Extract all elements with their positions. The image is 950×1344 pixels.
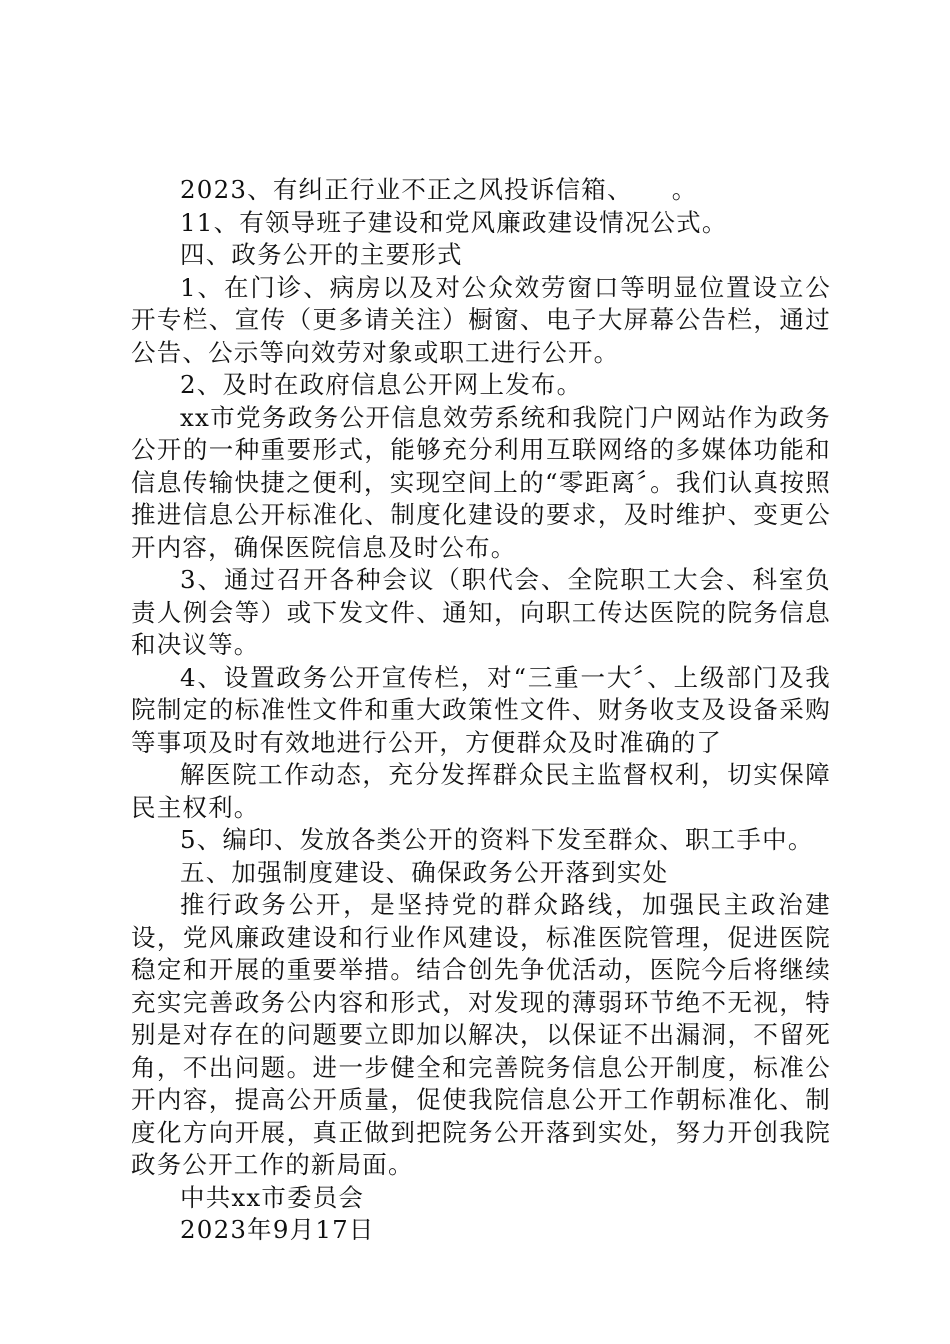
paragraph-item-4-continued: 解医院工作动态，充分发挥群众民主监督权利，切实保障民主权利。 [131,760,831,822]
paragraph-item-3: 3、通过召开各种会议（职代会、全院职工大会、科室负责人例会等）或下发文件、通知，向职工传达医院的院务信息和决议等。 [131,565,831,659]
section-heading-forms: 四、政务公开的主要形式 [180,240,463,269]
signature-date: 2023年9月17日 [180,1215,375,1244]
paragraph-online-system: xx市党务政务公开信息效劳系统和我院门户网站作为政务公开的一种重要形式，能够充分利用互联网络的多媒体功能和信息传输快捷之便利，实现空间上的“零距离〞。我们认真按照推进信息公开标准化、制度化建设的要求，及时维护、变更公开内容，确保医院信息及时公布。 [131,402,831,562]
document-body [131,174,831,1247]
signature-organization: 中共xx市委员会 [180,1182,365,1212]
paragraph-complaint-box: 2023、有纠正行业不正之风投诉信箱、 。 [180,175,698,204]
paragraph-conclusion: 推行政务公开，是坚持党的群众路线，加强民主政治建设，党风廉政建设和行业作风建设，标准医院管理，促进医院稳定和开展的重要举措。结合创先争优活动，医院今后将继续充实完善政务公内容和形式，对发现的薄弱环节绝不无视，特别是对存在的问题要立即加以解决，以保证不出漏洞，不留死角，不出问题。进一步健全和完善院务信息公开制度，标准公开内容，提高公开质量，促使我院信息公开工作朝标准化、制度化方向开展，真正做到把院务公开落到实处，努力开创我院政务公开工作的新局面。 [131,890,831,1179]
section-heading-system-building: 五、加强制度建设、确保政务公开落到实处 [180,857,669,887]
paragraph-item-4: 4、设置政务公开宣传栏，对“三重一大〞、上级部门及我院制定的标准性文件和重大政策性文件、财务收支及设备采购等事项及时有效地进行公开，方便群众及时准确的了 [131,662,831,757]
paragraph-item-5: 5、编印、发放各类公开的资料下发至群众、职工手中。 [180,825,814,854]
paragraph-item-1: 1、在门诊、病房以及对公众效劳窗口等明显位置设立公开专栏、宣传（更多请关注）橱窗、电子大屏幕公告栏，通过公告、公示等向效劳对象或职工进行公开。 [131,272,831,367]
paragraph-leadership-disclosure: 11、有领导班子建设和党风廉政建设情况公式。 [180,207,728,237]
paragraph-item-2: 2、及时在政府信息公开网上发布。 [180,370,583,399]
